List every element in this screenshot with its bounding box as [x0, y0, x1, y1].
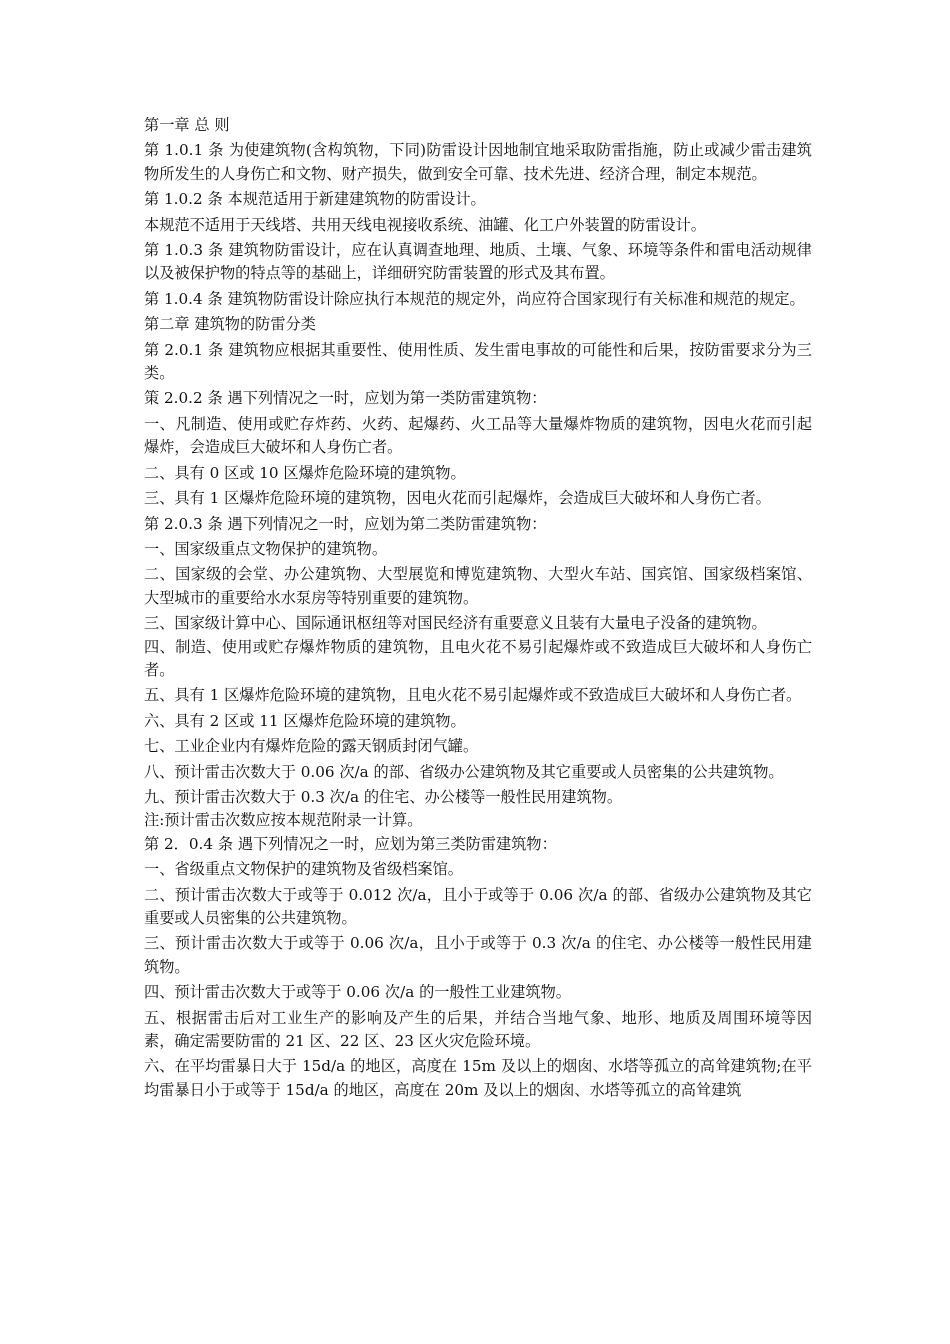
clause-2-0-2-item-1: 一、凡制造、使用或贮存炸药、火药、起爆药、火工品等大量爆炸物质的建筑物，因电火花而引起爆炸，会造成巨大破坏和人身伤亡者。: [144, 414, 812, 457]
clause-2-0-3-item-9: 九、预计雷击次数大于 0.3 次/a 的住宅、办公楼等一般性民用建筑物。: [144, 787, 623, 806]
clause-1-0-2: 第 1.0.2 条 本规范适用于新建建筑物的防雷设计。: [144, 190, 486, 209]
clause-2-0-2-item-2: 二、具有 0 区或 10 区爆炸危险环境的建筑物。: [144, 463, 466, 482]
clause-2-0-3-item-3: 三、国家级计算中心、国际通讯枢纽等对国民经济有重要意义且装有大量电子没备的建筑物。: [144, 614, 767, 633]
clause-2-0-3-item-1: 一、国家级重点文物保护的建筑物。: [144, 539, 387, 558]
clause-2-0-4-item-6: 六、在平均雷暴日大于 15d/a 的地区，高度在 15m 及以上的烟囱、水塔等孤立的高耸建筑物;在平均雷暴日小于或等于 15d/a 的地区，高度在 20m 及以上的烟囱、水塔等孤立的高耸建筑: [144, 1057, 812, 1099]
clause-2-0-4-item-1: 一、省级重点文物保护的建筑物及省级档案馆。: [144, 860, 463, 879]
chapter-1-heading: 第一章 总 则: [144, 116, 230, 134]
clause-2-0-3-item-8: 八、预计雷击次数大于 0.06 次/a 的部、省级办公建筑物及其它重要或人员密集的公共建筑物。: [144, 762, 784, 781]
clause-2-0-2: 策 2.0.2 条 遇下列情况之一时，应划为第一类防雷建筑物：: [144, 389, 547, 408]
clause-2-0-4-item-3: 三、预计雷击次数大于或等于 0.06 次/a，且小于或等于 0.3 次/a 的住宅、办公楼等一般性民用建筑物。: [144, 934, 812, 976]
clause-2-0-4-item-5: 五、根据雷击后对工业生产的影响及产生的后果，并结合当地气象、地形、地质及周围环境等因素，确定需要防雷的 21 区、22 区、23 区火灾危险环境。: [144, 1008, 812, 1051]
clause-2-0-3-item-4: 四、制造、使用或贮存爆炸物质的建筑物，且电火花不易引起爆炸或不致造成巨大破坏和人身伤亡者。: [144, 637, 812, 679]
clause-2-0-3-note: 注:预计雷击次数应按本规范附录一计算。: [144, 811, 423, 830]
chapter-2-heading: 第二章 建筑物的防雷分类: [144, 315, 316, 334]
clause-2-0-4: 第 2．0.4 条 遇下列情况之一时，应划为第三类防雷建筑物：: [144, 834, 557, 853]
clause-2-0-3-item-6: 六、具有 2 区或 11 区爆炸危险环境的建筑物。: [144, 711, 466, 730]
clause-2-0-3-item-2: 二、国家级的会堂、办公建筑物、大型展览和博览建筑物、大型火车站、国宾馆、国家级档案馆、大型城市的重要给水水泵房等特别重要的建筑物。: [144, 565, 812, 607]
clause-2-0-3-item-7: 七、工业企业内有爆炸危险的露天钢质封闭气罐。: [144, 737, 479, 756]
clause-2-0-4-item-4: 四、预计雷击次数大于或等于 0.06 次/a 的一般性工业建筑物。: [144, 983, 571, 1002]
clause-1-0-1: 第 1.0.1 条 为使建筑物(含构筑物，下同)防雷设计因地制宜地采取防雷指施，防止或减少雷击建筑物所发生的人身伤亡和文物、财产损失，做到安全可靠、技术先进、经济合理，制定本规范。: [144, 141, 812, 183]
clause-1-0-4: 第 1.0.4 条 建筑物防雷设计除应执行本规范的规定外，尚应符合国家现行有关标准和规范的规定。: [144, 289, 805, 308]
clause-2-0-4-item-2: 二、预计雷击次数大于或等于 0.012 次/a，且小于或等于 0.06 次/a 的部、省级办公建筑物及其它重要或人员密集的公共建筑物。: [144, 885, 812, 927]
document-body: [144, 114, 812, 1102]
clause-1-0-2-note: 本规范不适用于天线塔、共用天线电视接收系统、油罐、化工户外装置的防雷设计。: [144, 215, 706, 234]
clause-1-0-3: 第 1.0.3 条 建筑物防雷设计，应在认真调查地理、地质、土壤、气象、环境等条件和雷电活动规律以及被保护物的特点等的基础上，详细研究防雷装置的形式及其布置。: [144, 241, 812, 283]
clause-2-0-3-item-5: 五、具有 1 区爆炸危险环境的建筑物，且电火花不易引起爆炸或不致造成巨大破坏和人身伤亡者。: [144, 686, 802, 705]
clause-2-0-2-item-3: 三、具有 1 区爆炸危险环境的建筑物，因电火花而引起爆炸，会造成巨大破坏和人身伤亡者。: [144, 489, 771, 508]
clause-2-0-3: 第 2.0.3 条 遇下列情况之一时，应划为第二类防雷建筑物：: [144, 514, 547, 533]
clause-2-0-1: 第 2.0.1 条 建筑物应根据其重要性、使用性质、发生雷电事故的可能性和后果，按防雷要求分为三类。: [144, 340, 812, 383]
